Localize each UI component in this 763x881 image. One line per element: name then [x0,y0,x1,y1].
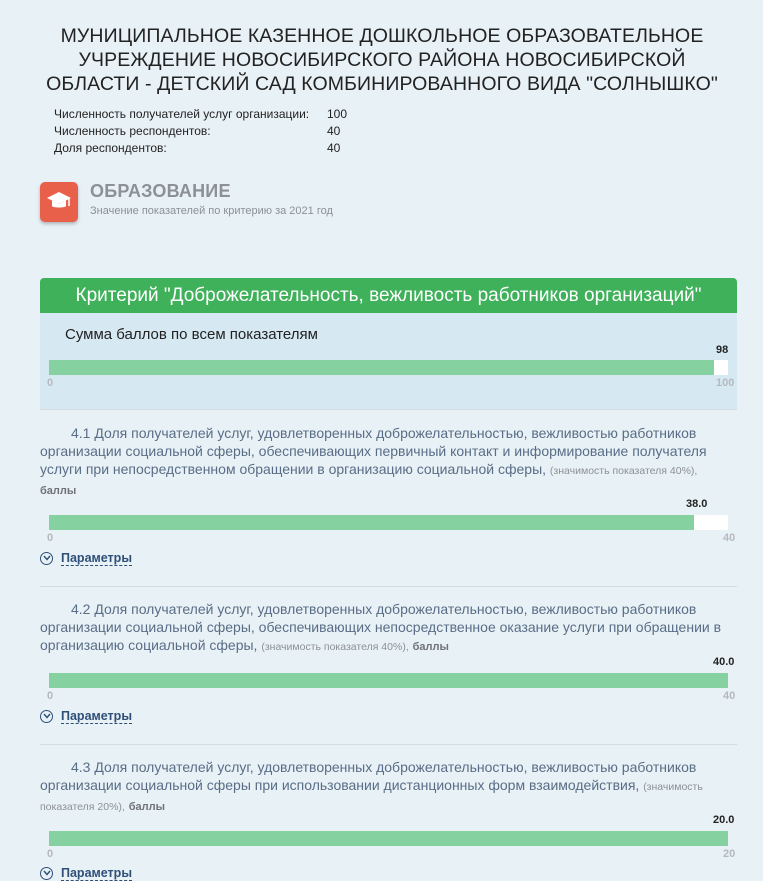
indicator-bar [49,673,728,688]
summary-panel [40,313,737,409]
section-subtitle: Значение показателей по критерию за 2021 год [90,205,333,217]
indicator-unit: баллы [412,641,449,653]
divider [40,744,737,745]
stat-label: Численность получателей услуг организации: [54,107,310,121]
indicator-bar [49,831,728,846]
indicator-weight: (значимость показателя 20%), [40,781,703,813]
stat-row-share [54,140,347,157]
chevron-down-icon [40,552,53,565]
indicator-max: 20 [723,848,736,860]
summary-max: 100 [716,377,735,389]
indicator-min: 0 [47,532,54,544]
summary-value: 98 [716,344,729,356]
parameters-toggle[interactable] [40,551,132,566]
chevron-down-icon [40,710,53,723]
indicator-bar-fill [49,673,728,688]
summary-min: 0 [47,377,54,389]
indicator-text [40,600,737,656]
indicator-text [40,758,737,816]
divider [40,586,737,587]
parameters-label[interactable]: Параметры [61,709,132,723]
indicator-value: 20.0 [713,814,735,826]
indicator-max: 40 [723,532,736,544]
indicator-value: 40.0 [713,656,735,668]
indicator-weight: (значимость показателя 40%), [549,465,698,477]
stat-value: 40 [327,124,341,138]
indicator-value: 38.0 [686,498,708,510]
stat-label: Доля респондентов: [54,141,167,155]
stat-row-recipients [54,106,347,123]
parameters-toggle[interactable] [40,709,132,724]
indicator-weight: (значимость показателя 40%), [261,641,409,653]
summary-bar-fill [49,360,714,375]
summary-label: Сумма баллов по всем показателям [65,326,318,343]
indicator-text [40,424,737,500]
stat-value: 40 [327,141,341,155]
indicator-bar-fill [49,831,728,846]
section-title: ОБРАЗОВАНИЕ [90,181,231,201]
indicator-description: 4.3 Доля получателей услуг, удовлетворенных доброжелательностью, вежливостью работников организации социальной сферы при использовании дистанционных форм взаимодействия, [40,759,697,793]
indicator-unit: баллы [128,801,166,813]
summary-bar [49,360,728,375]
stats-block [54,106,347,157]
stat-label: Численность респондентов: [54,124,211,138]
indicator-bar [49,515,728,530]
parameters-label[interactable]: Параметры [61,551,132,565]
indicator-min: 0 [47,690,54,702]
organization-title: МУНИЦИПАЛЬНОЕ КАЗЕННОЕ ДОШКОЛЬНОЕ ОБРАЗОВАТЕЛЬНОЕ УЧРЕЖДЕНИЕ НОВОСИБИРСКОГО РАЙОНА НОВОСИБИРСКОЙ ОБЛАСТИ - ДЕТСКИЙ САД КОМБИНИРОВАННОГО ВИДА "СОЛНЫШКО" [46,25,718,95]
indicator-bar-fill [49,515,694,530]
graduation-cap-icon [40,182,78,222]
indicator-min: 0 [47,848,54,860]
indicator-description: 4.1 Доля получателей услуг, удовлетворенных доброжелательностью, вежливостью работников организации социальной сферы, обеспечивающих первичный контакт и информирование получателя услуги при непосредственном обращении в организацию социальной сферы, [40,425,707,477]
stat-value: 100 [327,107,348,121]
divider [40,409,737,410]
parameters-label[interactable]: Параметры [61,866,132,880]
criterion-header: Критерий "Доброжелательность, вежливость работников организаций" [40,278,737,313]
indicator-max: 40 [723,690,736,702]
indicator-description: 4.2 Доля получателей услуг, удовлетворенных доброжелательностью, вежливостью работников организации социальной сферы, обеспечивающих непосредственное оказание услуги при обращении в организацию социальной сферы, [40,601,722,653]
stat-row-respondents [54,123,347,140]
section-header [40,182,440,224]
indicator-unit: баллы [40,485,77,497]
